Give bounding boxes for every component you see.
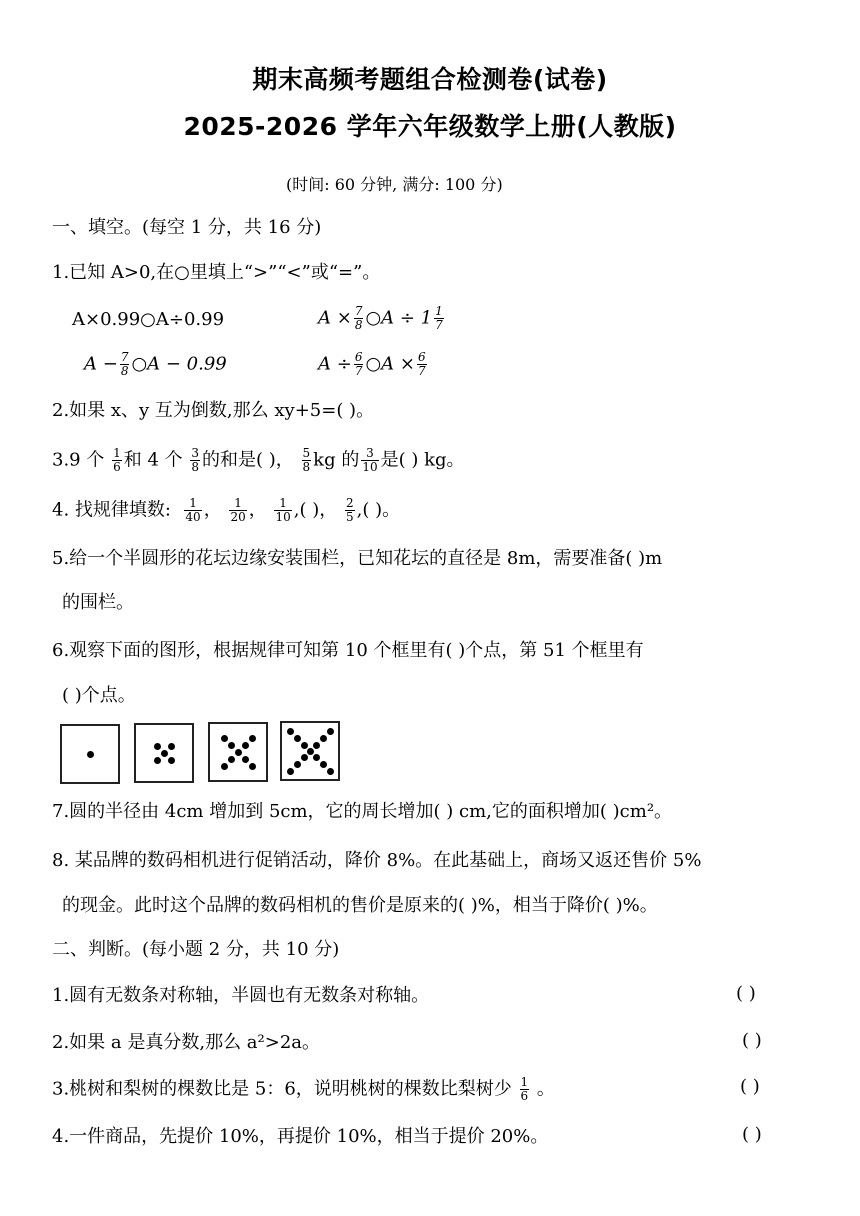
q1-stem: 1.已知 A>0,在○里填上“>”“<”或“=”。 xyxy=(52,262,381,283)
pattern-dot xyxy=(327,768,334,775)
q8-line-2: 的现金。此时这个品牌的数码相机的售价是原来的( )%，相当于降价( )%。 xyxy=(62,895,658,916)
judge-q1-answer[interactable]: ( ) xyxy=(736,983,756,1004)
pattern-dot xyxy=(168,757,175,764)
pattern-dot xyxy=(294,761,301,768)
q7: 7.圆的半径由 4cm 增加到 5cm，它的周长增加( ) cm,它的面积增加( )cm²。 xyxy=(52,801,673,822)
section1-heading: 一、填空。(每空 1 分，共 16 分) xyxy=(52,217,322,238)
pattern-dot xyxy=(287,728,294,735)
q1-expr-a: A×0.99○A÷0.99 xyxy=(72,309,225,330)
q1-expr-d: A ÷ $\frac{6}{7}$ ○A × $\frac{6}{7}$ xyxy=(318,350,426,378)
judge-q3: 3.桃树和梨树的棵数比是 5：6，说明桃树的棵数比梨树少 $\frac{1}{6}$ 。 xyxy=(52,1075,555,1103)
pattern-box-3 xyxy=(208,722,268,782)
pattern-dot xyxy=(320,761,327,768)
q5-line-1: 5.给一个半圆形的花坛边缘安装围栏，已知花坛的直径是 8m，需要准备( )m xyxy=(52,548,663,569)
pattern-dot xyxy=(313,754,320,761)
pattern-box-1 xyxy=(60,724,120,784)
section2-heading: 二、判断。(每小题 2 分，共 10 分) xyxy=(52,939,340,960)
pattern-dot xyxy=(301,742,308,749)
pattern-dot xyxy=(294,735,301,742)
pattern-dot xyxy=(249,735,256,742)
q3: 3.9 个 $\frac{1}{6}$ 和 4 个 $\frac{3}{8}$ 的和是( )， $\frac{5}{8}$ kg 的 $\frac{3}{10}$ 是( ) kg。 xyxy=(52,446,465,474)
pattern-dot xyxy=(313,742,320,749)
pattern-dot xyxy=(87,751,94,758)
judge-q2-answer[interactable]: ( ) xyxy=(742,1030,762,1051)
q1-expr-b: A × $\frac{7}{8}$ ○A ÷ 1 $\frac{1}{7}$ xyxy=(318,304,443,332)
judge-q3-answer[interactable]: ( ) xyxy=(740,1076,760,1097)
pattern-dot xyxy=(235,749,242,756)
q5-line-2: 的围栏。 xyxy=(62,592,134,613)
pattern-dot xyxy=(307,748,314,755)
q1-expr-c: A − $\frac{7}{8}$ ○A − 0.99 xyxy=(84,350,227,378)
judge-q4: 4.一件商品，先提价 10%，再提价 10%，相当于提价 20%。 xyxy=(52,1126,549,1147)
pattern-dot xyxy=(327,728,334,735)
pattern-dot xyxy=(320,735,327,742)
title-line-1: 期末高频考题组合检测卷(试卷) xyxy=(252,65,608,94)
q6-line-1: 6.观察下面的图形，根据规律可知第 10 个框里有( )个点，第 51 个框里有 xyxy=(52,640,644,661)
q6-line-2: ( )个点。 xyxy=(62,685,136,706)
pattern-dot xyxy=(154,743,161,750)
judge-q1: 1.圆有无数条对称轴，半圆也有无数条对称轴。 xyxy=(52,985,430,1006)
pattern-dot xyxy=(228,756,235,763)
pattern-dot xyxy=(287,768,294,775)
exam-info: (时间: 60 分钟, 满分: 100 分) xyxy=(286,175,503,194)
pattern-dot xyxy=(242,742,249,749)
q8-line-1: 8. 某品牌的数码相机进行促销活动，降价 8%。在此基础上，商场又返还售价 5% xyxy=(52,850,702,871)
q4: 4. 找规律填数: $\frac{1}{40}$ ， $\frac{1}{20}$ ， $\frac{1}{10}$ ,( )， $\frac{2}{5}$ ,( )。 xyxy=(52,496,401,524)
pattern-box-4 xyxy=(280,721,340,781)
pattern-dot xyxy=(242,756,249,763)
pattern-dot xyxy=(161,750,168,757)
pattern-dot xyxy=(221,763,228,770)
pattern-dot xyxy=(221,735,228,742)
pattern-dot xyxy=(168,743,175,750)
q2: 2.如果 x、y 互为倒数,那么 xy+5=( )。 xyxy=(52,400,375,421)
judge-q2: 2.如果 a 是真分数,那么 a²>2a。 xyxy=(52,1032,321,1053)
pattern-dot xyxy=(301,754,308,761)
pattern-dot xyxy=(249,763,256,770)
judge-q4-answer[interactable]: ( ) xyxy=(742,1124,762,1145)
pattern-dot xyxy=(228,742,235,749)
title-line-2: 2025-2026 学年六年级数学上册(人教版) xyxy=(183,112,677,141)
pattern-dot xyxy=(154,757,161,764)
pattern-box-2 xyxy=(134,723,194,783)
